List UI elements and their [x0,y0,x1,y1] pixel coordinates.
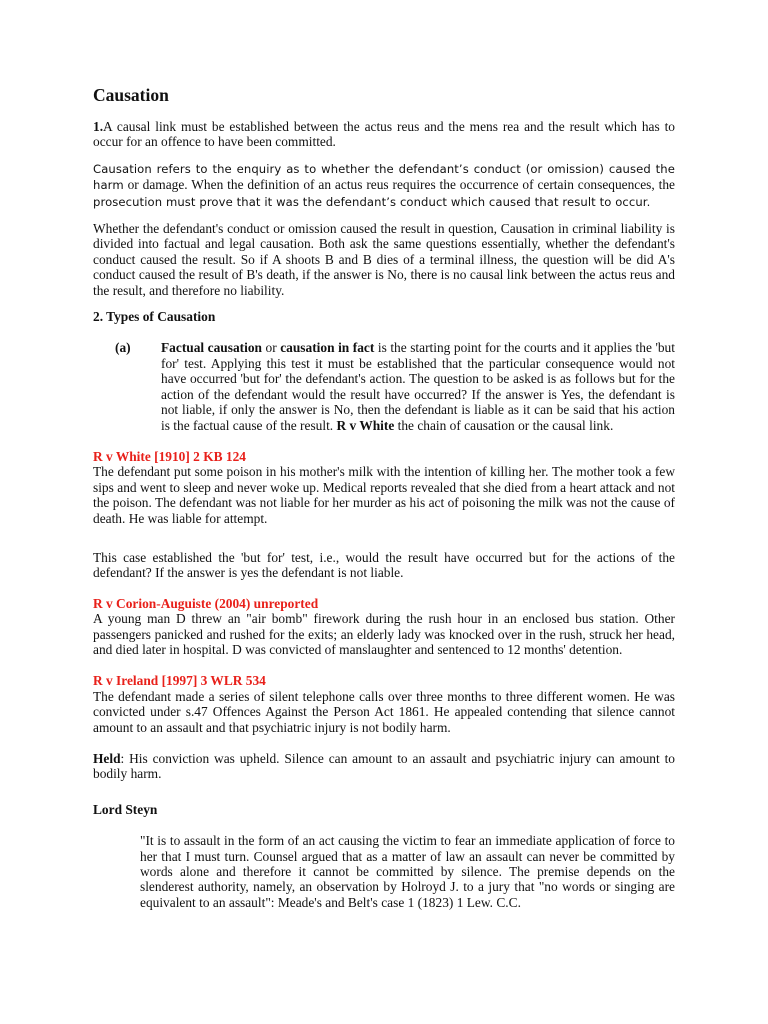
document-page [93,84,675,910]
held-label: Held [93,751,121,766]
paragraph-2-sans-part-2: prosecution must prove that it was the defendant’s conduct which caused that result to occur. [93,194,651,209]
paragraph-but-for-test: This case established the 'but for' test, i.e., would the result have occurred but for the actions of the defendant? If the answer is yes the defendant is not liable. [93,549,675,581]
bold-case-r-v-white: R v White [336,417,395,433]
case-title: R v Ireland [1997] 3 WLR 534 [93,673,266,689]
case-r-v-ireland [93,673,675,735]
case-r-v-corion-auguiste [93,596,675,658]
list-marker: (a) [115,340,131,356]
held-paragraph [93,751,675,782]
paragraph-2-sans-part-1: Causation refers to the enquiry as to whether the defendant’s conduct (or omission) caused the harm [93,161,675,193]
list-text: or [262,340,281,356]
list-item-body [139,340,675,432]
types-of-causation-heading: 2. Types of Causation [93,309,216,325]
list-text: the chain of causation or the causal link. [394,417,614,433]
lord-steyn-heading: Lord Steyn [93,801,158,817]
case-text: The defendant put some poison in his mother's milk with the intention of killing her. The mother took a few sips and went to sleep and never woke up. Medical reports revealed that she died from a heart attack and not the poison. The defendant was not liable for her murder as his act of poisoning the milk was not the cause of death. He was liable for attempt. [93,464,675,526]
paragraph-number: 1. [93,119,104,134]
paragraph-2-serif-part: or damage. When the definition of an actus reus requires the occurrence of certain consequences, the [123,177,675,193]
case-r-v-white [93,449,675,526]
held-text: : His conviction was upheld. Silence can amount to an assault and psychiatric injury can amount to bodily harm. [93,751,675,782]
case-title: R v Corion-Auguiste (2004) unreported [93,595,319,611]
case-title: R v White [1910] 2 KB 124 [93,448,246,464]
quote-block: "It is to assault in the form of an act causing the victim to fear an immediate application of force to her that I must turn. Counsel argued that as a matter of law an assault can never be committed by words alone and therefore it cannot be committed by silence. The premise depends on the slenderest authority, namely, an observation by Holroyd J. to a jury that "no words or singing are equivalent to an assault": Meade's and Belt's case 1 (1823) 1 Lew. C.C. [140,833,675,910]
paragraph-3: Whether the defendant's conduct or omission caused the result in question, Causation in criminal liability is divided into factual and legal causation. Both ask the same questions essentially, whether the defendant's conduct caused the result. So if A shoots B and B dies of a terminal illness, the question will be did A's conduct caused the result of B's death, if the answer is No, there is no causal link between the actus reus and the result, and therefore no liability. [93,221,675,298]
paragraph-1-text: A causal link must be established between the actus reus and the mens rea and the result which has to occur for an offence to have been committed. [93,119,675,150]
bold-term-factual-causation: Factual causation [161,340,262,356]
case-text: A young man D threw an "air bomb" firework during the rush hour in an enclosed bus station. Other passengers panicked and rushed for the exits; an elderly lady was knocked over in the rush, struck her head, and died later in hospital. D was convicted of manslaughter and sentenced to 12 months' detention. [93,611,675,657]
bold-term-causation-in-fact: causation in fact [280,340,375,356]
paragraph-2 [93,161,675,210]
paragraph-1 [93,119,675,150]
page-title: Causation [93,85,169,105]
list-item-factual-causation [93,340,675,432]
case-text: The defendant made a series of silent telephone calls over three months to three different women. He was convicted under s.47 Offences Against the Person Act 1861. He appealed contending that silence cannot amount to an assault and that psychiatric injury is not bodily harm. [93,688,675,735]
list-text: is the starting point for the courts and it applies the 'but for' test. Applying this test it must be established that the particular consequence would not have occurred 'but for' the defendant's action. The question to be asked is as follows but for the action of the defendant would the result have occurred? If the answer is Yes, the defendant is not liable, if only the answer is No, then the defendant is liable as it can be said that his action is the factual cause of the result. [161,340,675,433]
